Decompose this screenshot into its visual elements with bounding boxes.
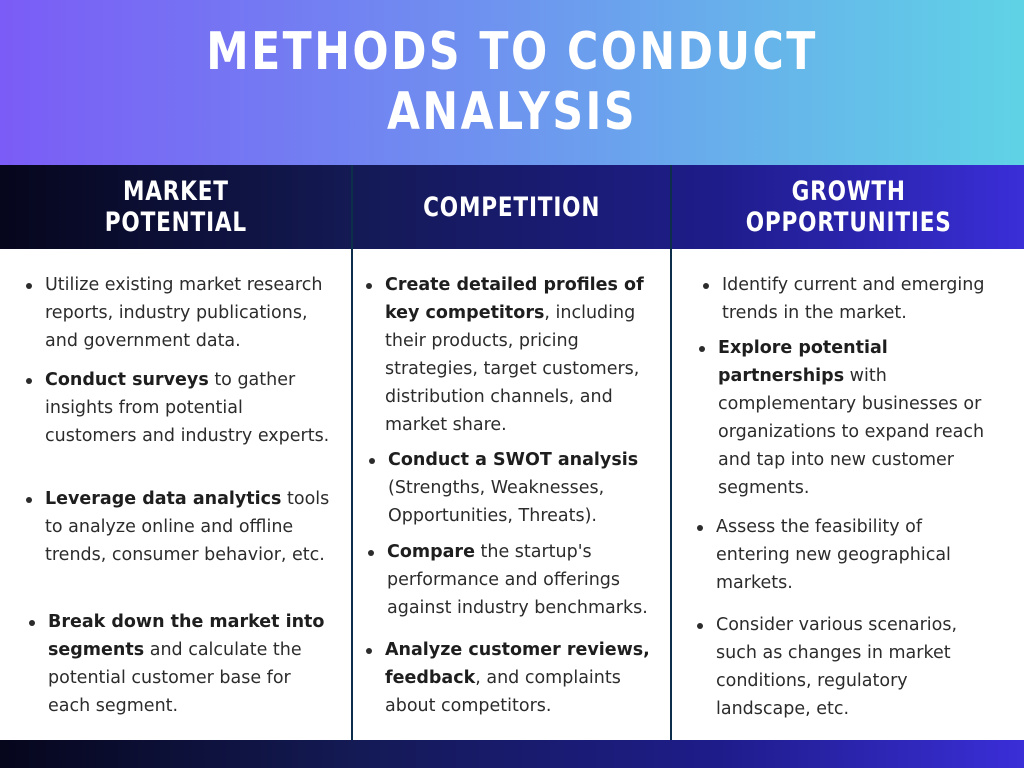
column-heading-market-potential	[0, 165, 351, 249]
title-line-2: ANALYSIS	[386, 82, 638, 142]
footer-band	[0, 740, 1024, 768]
bullet-item: Explore potential partnerships with complementary businesses or organizations to expand reach and tap into new customer segments.	[718, 334, 1008, 502]
heading-line: COMPETITION	[423, 191, 601, 223]
bullet-item: Assess the feasibility of entering new geographical markets.	[716, 513, 986, 597]
column-divider	[670, 165, 672, 768]
bullet-item: Break down the market into segments and calculate the potential customer base for each segment.	[48, 608, 338, 720]
column-heading-growth-opportunities	[673, 165, 1024, 249]
bullet-item: Conduct surveys to gather insights from potential customers and industry experts.	[45, 366, 330, 450]
bullet-item: Consider various scenarios, such as changes in market conditions, regulatory landscape, etc.	[716, 611, 986, 723]
heading-line: OPPORTUNITIES	[745, 207, 952, 238]
bullet-item: Identify current and emerging trends in the market.	[722, 271, 1012, 327]
bullet-item: Leverage data analytics tools to analyze online and offline trends, consumer behavior, etc.	[45, 485, 343, 569]
column-heading-competition	[353, 165, 671, 249]
column-divider	[351, 165, 353, 768]
heading-line: POTENTIAL	[104, 207, 247, 238]
title-line-1: METHODS TO CONDUCT	[206, 22, 818, 82]
bullet-item: Compare the startup's performance and offerings against industry benchmarks.	[387, 538, 662, 622]
bullet-item: Create detailed profiles of key competitors, including their products, pricing strategies, target customers, distribution channels, and market share.	[385, 271, 660, 439]
page-title	[92, 22, 932, 142]
heading-line: GROWTH	[791, 176, 906, 207]
heading-line: MARKET	[122, 176, 229, 207]
bullet-item: Analyze customer reviews, feedback, and complaints about competitors.	[385, 636, 660, 720]
bullet-item: Conduct a SWOT analysis (Strengths, Weaknesses, Opportunities, Threats).	[388, 446, 648, 530]
bullet-item: Utilize existing market research reports, industry publications, and government data.	[45, 271, 343, 355]
